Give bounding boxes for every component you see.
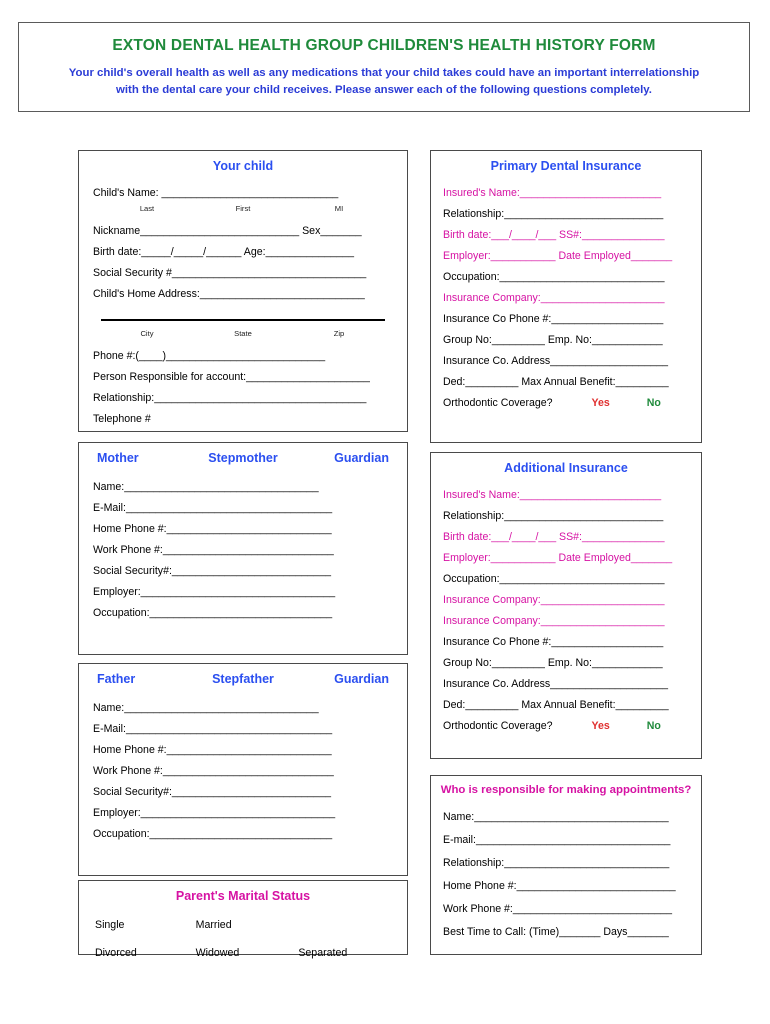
name-captions: [93, 198, 393, 219]
primary-insurance-fields: [431, 183, 701, 424]
caption-state: State: [234, 329, 252, 338]
pi-field-occupation[interactable]: Occupation:____________________________: [443, 271, 665, 283]
pi-field-insureds-name[interactable]: Insured's Name:________________________: [443, 187, 662, 199]
field-relationship[interactable]: Relationship:____________________________________: [93, 392, 367, 404]
father-field-employer[interactable]: Employer:_________________________________: [93, 807, 336, 819]
caption-city: City: [140, 329, 154, 338]
appt-field-email[interactable]: E-mail:_________________________________: [443, 834, 671, 846]
pi-ortho-no[interactable]: No: [646, 397, 661, 409]
option-married[interactable]: Married: [195, 919, 232, 931]
field-home-address[interactable]: Child's Home Address:____________________________: [93, 288, 365, 300]
section-title-appointments: Who is responsible for making appointments?: [440, 784, 692, 796]
mother-field-occupation[interactable]: Occupation:_______________________________: [93, 607, 333, 619]
appt-field-home-phone[interactable]: Home Phone #:___________________________: [443, 880, 676, 892]
section-appointments: [430, 775, 702, 955]
caption-mi: MI: [334, 204, 344, 213]
mother-field-home-phone[interactable]: Home Phone #:____________________________: [93, 523, 332, 535]
option-divorced[interactable]: Divorced: [95, 947, 137, 959]
field-childs-name[interactable]: Child's Name: ______________________________: [93, 187, 339, 199]
mother-field-email[interactable]: E-Mail:___________________________________: [93, 502, 333, 514]
section-your-child: [78, 150, 408, 432]
ai-ortho-no[interactable]: No: [646, 720, 661, 732]
pi-field-insurance-address[interactable]: Insurance Co. Address____________________: [443, 355, 669, 367]
your-child-fields: [79, 183, 407, 440]
pi-field-insurance-company[interactable]: Insurance Company:_____________________: [443, 292, 665, 304]
pi-ortho-yes[interactable]: Yes: [591, 397, 610, 409]
pi-field-employer-date[interactable]: Employer:___________ Date Employed_______: [443, 250, 673, 262]
ai-field-insurance-company-2[interactable]: Insurance Company:_____________________: [443, 615, 665, 627]
address-rule: [101, 319, 385, 321]
pi-ortho-coverage: [443, 393, 691, 414]
option-separated[interactable]: Separated: [298, 947, 348, 959]
mother-fields: [79, 471, 407, 634]
section-title-additional-insurance: Additional Insurance: [504, 461, 628, 475]
father-field-email[interactable]: E-Mail:___________________________________: [93, 723, 333, 735]
pi-field-ded-max-benefit[interactable]: Ded:_________ Max Annual Benefit:_________: [443, 376, 669, 388]
mother-field-employer[interactable]: Employer:_________________________________: [93, 586, 336, 598]
mother-column-headers: [79, 443, 407, 471]
address-captions: [93, 323, 393, 344]
header-guardian-1: Guardian: [334, 451, 389, 465]
ai-ortho-choices: [556, 716, 661, 737]
father-column-headers: [79, 664, 407, 692]
ai-field-occupation[interactable]: Occupation:____________________________: [443, 573, 665, 585]
father-field-work-phone[interactable]: Work Phone #:_____________________________: [93, 765, 334, 777]
father-field-occupation[interactable]: Occupation:_______________________________: [93, 828, 333, 840]
ai-field-employer-date[interactable]: Employer:___________ Date Employed_______: [443, 552, 673, 564]
father-field-home-phone[interactable]: Home Phone #:____________________________: [93, 744, 332, 756]
mother-field-name[interactable]: Name:_________________________________: [93, 481, 319, 493]
appt-field-name[interactable]: Name:_________________________________: [443, 811, 669, 823]
pi-field-relationship[interactable]: Relationship:___________________________: [443, 208, 664, 220]
additional-insurance-fields: [431, 485, 701, 747]
ai-field-group-emp-no[interactable]: Group No:_________ Emp. No:____________: [443, 657, 663, 669]
section-mother: [78, 442, 408, 655]
ai-field-insurance-company-1[interactable]: Insurance Company:_____________________: [443, 594, 665, 606]
ai-ortho-coverage: [443, 716, 691, 737]
ai-field-insurance-phone[interactable]: Insurance Co Phone #:___________________: [443, 636, 664, 648]
pi-field-group-emp-no[interactable]: Group No:_________ Emp. No:____________: [443, 334, 663, 346]
father-field-name[interactable]: Name:_________________________________: [93, 702, 319, 714]
ai-field-birthdate-ssn[interactable]: Birth date:___/____/___ SS#:______________: [443, 531, 665, 543]
section-title-marital-status: Parent's Marital Status: [175, 889, 311, 903]
mother-field-ssn[interactable]: Social Security#:___________________________: [93, 565, 331, 577]
option-widowed[interactable]: Widowed: [195, 947, 240, 959]
section-title-primary-insurance: Primary Dental Insurance: [490, 159, 642, 173]
pi-ortho-choices: [556, 393, 661, 414]
header-stepmother: Stepmother: [208, 451, 278, 465]
header-father: Father: [97, 672, 136, 686]
section-primary-insurance: [430, 150, 702, 443]
page-title: EXTON DENTAL HEALTH GROUP CHILDREN'S HEALTH HISTORY FORM: [112, 37, 656, 54]
appointments-fields: [431, 806, 701, 954]
field-telephone[interactable]: Telephone #: [93, 413, 151, 425]
option-blank: [288, 919, 391, 931]
caption-zip: Zip: [333, 329, 345, 338]
field-nickname-sex[interactable]: Nickname___________________________ Sex_______: [93, 225, 362, 237]
marital-row-1: [95, 919, 391, 931]
mother-field-work-phone[interactable]: Work Phone #:_____________________________: [93, 544, 334, 556]
caption-first: First: [235, 204, 251, 213]
caption-last: Last: [139, 204, 155, 213]
section-title-your-child: Your child: [212, 159, 274, 173]
header-stepfather: Stepfather: [212, 672, 274, 686]
father-fields: [79, 692, 407, 855]
header-mother: Mother: [97, 451, 139, 465]
pi-ortho-label: Orthodontic Coverage?: [443, 397, 553, 409]
section-father: [78, 663, 408, 876]
section-marital-status: [78, 880, 408, 959]
ai-field-insureds-name[interactable]: Insured's Name:________________________: [443, 489, 662, 501]
header-guardian-2: Guardian: [334, 672, 389, 686]
ai-ortho-label: Orthodontic Coverage?: [443, 720, 553, 732]
appt-field-best-time[interactable]: Best Time to Call: (Time)_______ Days_______: [443, 926, 669, 938]
pi-field-insurance-phone[interactable]: Insurance Co Phone #:___________________: [443, 313, 664, 325]
appt-field-relationship[interactable]: Relationship:____________________________: [443, 857, 670, 869]
field-social-security[interactable]: Social Security #_________________________________: [93, 267, 367, 279]
field-birthdate-age[interactable]: Birth date:_____/_____/______ Age:_______________: [93, 246, 354, 258]
marital-options: [79, 913, 407, 987]
header-subtitle-line1: Your child's overall health as well as any medications that your child takes could have an important interrelationship: [68, 67, 700, 79]
header-subtitle-line2: with the dental care your child receives. Please answer each of the following questions completely.: [116, 84, 652, 96]
appt-field-work-phone[interactable]: Work Phone #:___________________________: [443, 903, 672, 915]
field-phone[interactable]: Phone #:(____)___________________________: [93, 350, 326, 362]
pi-field-birthdate-ssn[interactable]: Birth date:___/____/___ SS#:______________: [443, 229, 665, 241]
ai-field-relationship[interactable]: Relationship:___________________________: [443, 510, 664, 522]
ai-field-ded-max-benefit[interactable]: Ded:_________ Max Annual Benefit:_________: [443, 699, 669, 711]
option-single[interactable]: Single: [95, 919, 125, 931]
marital-row-2: [95, 947, 391, 959]
form-header: [18, 22, 750, 112]
father-field-ssn[interactable]: Social Security#:___________________________: [93, 786, 331, 798]
ai-ortho-yes[interactable]: Yes: [591, 720, 610, 732]
field-person-responsible[interactable]: Person Responsible for account:_____________________: [93, 371, 370, 383]
ai-field-insurance-address[interactable]: Insurance Co. Address____________________: [443, 678, 669, 690]
section-additional-insurance: [430, 452, 702, 759]
